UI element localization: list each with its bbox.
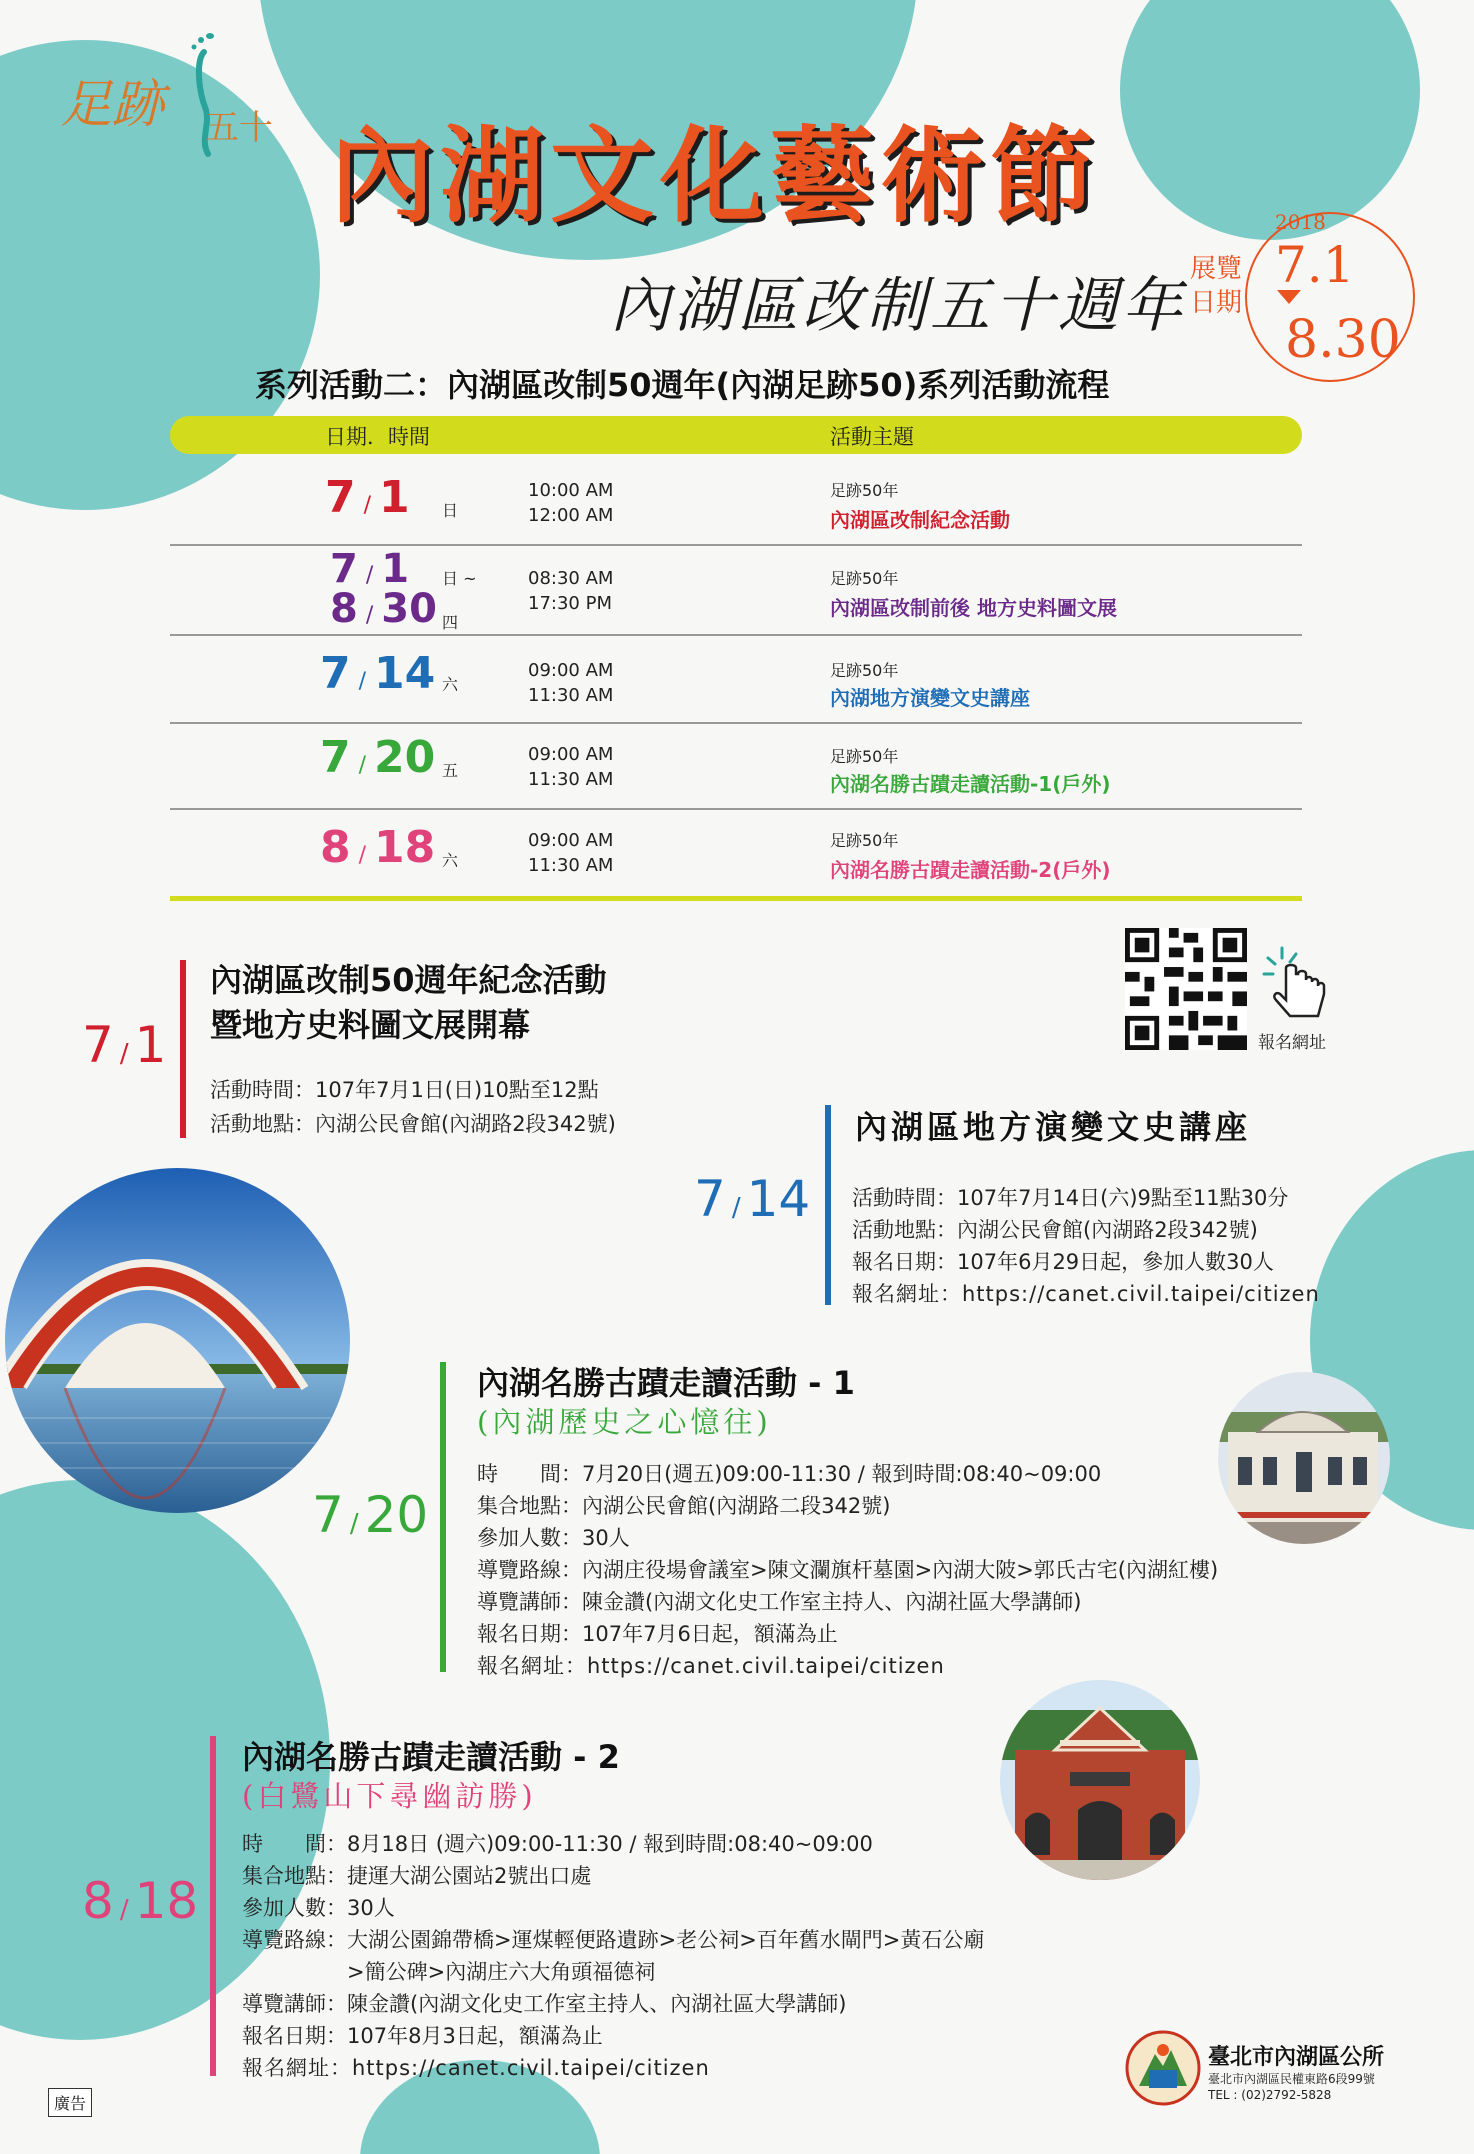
office-tel: TEL : (02)2792-5828 [1208,2088,1332,2102]
main-title: 內湖文化藝術節 [330,115,1101,237]
schedule-row [170,546,1302,634]
event2-reg-date: 報名日期：107年6月29日起，參加人數30人 [852,1250,1274,1274]
event1-place: 活動地點：內湖公民會館(內湖路2段342號) [210,1112,616,1136]
event1-title-2: 暨地方史料圖文展開幕 [210,1006,531,1044]
event4-url[interactable]: 報名網址：https://canet.civil.taipei/citizen [242,2056,710,2080]
row-weekday: 五 [442,761,459,780]
schedule-header [170,416,1302,454]
ad-label: 廣告 [48,2088,92,2117]
row-tag: 足跡50年 [830,831,899,850]
hand-click-icon [1262,944,1332,1022]
exhibit-label: 展覽 日期 [1190,254,1243,318]
row-date: 8 / 18 [320,822,436,873]
down-arrow-icon [1277,290,1301,304]
office-name: 臺北市內湖區公所 [1208,2044,1385,2070]
row-tag: 足跡50年 [830,661,899,680]
event4-place: 集合地點：捷運大湖公園站2號出口處 [242,1864,592,1888]
event2-time: 活動時間：107年7月14日(六)9點至11點30分 [852,1186,1289,1210]
row-topic: 內湖地方演變文史講座 [830,686,1030,710]
event3-date: 7 / 20 [312,1486,429,1544]
event4-route-cont: >簡公碑>內湖庄六大角頭福德祠 [347,1960,656,1984]
event2-bar [825,1105,831,1305]
temple-photo [1000,1680,1200,1880]
event4-subtitle: (白鷺山下尋幽訪勝) [242,1779,537,1813]
schedule-row [170,636,1302,722]
office-address: 臺北市內湖區民權東路6段99號 [1208,2072,1375,2086]
event3-title: 內湖名勝古蹟走讀活動 - 1 [477,1364,855,1402]
event3-reg-date: 報名日期：107年7月6日起，額滿為止 [477,1622,838,1646]
row-topic: 內湖名勝古蹟走讀活動-1(戶外) [830,772,1111,796]
row-weekday: 六 [442,675,459,694]
row-times: 09:00 AM 11:30 AM [528,660,614,706]
qr-label: 報名網址 [1258,1033,1326,1053]
row-tag: 足跡50年 [830,747,899,766]
schedule-bottom-bar [170,896,1302,901]
col-date: 日期．時間 [325,425,430,449]
date-start: 7.1 [1275,236,1355,294]
row-weekday-end: 四 [442,613,459,632]
row-topic: 內湖區改制紀念活動 [830,508,1010,532]
row-date: 7 / 1 [325,472,410,523]
event3-route: 導覽路線：內湖庄役場會議室>陳文瀾旗杆墓園>內湖大陂>郭氏古宅(內湖紅樓) [477,1558,1219,1582]
event4-reg-date: 報名日期：107年8月3日起，額滿為止 [242,2024,603,2048]
event4-bar [210,1736,216,2076]
event4-title: 內湖名勝古蹟走讀活動 - 2 [242,1738,620,1776]
schedule-row [170,464,1302,544]
brand-fifty: 五十 [205,108,273,148]
event3-url[interactable]: 報名網址：https://canet.civil.taipei/citizen [477,1654,945,1678]
hall-photo [1218,1372,1390,1544]
event3-time: 時 間：7月20日(週五)09:00-11:30 / 報到時間:08:40~09:00 [477,1462,1102,1486]
schedule-row [170,810,1302,894]
event4-date: 8 / 18 [82,1872,199,1930]
bridge-illustration [5,1168,350,1513]
sub-title: 內湖區改制五十週年 [610,271,1186,341]
event3-subtitle: (內湖歷史之心憶往) [477,1405,772,1439]
row-date: 7 / 1 [330,546,410,592]
event2-date: 7 / 14 [694,1170,811,1228]
series-title: 系列活動二：內湖區改制50週年(內湖足跡50)系列活動流程 [255,366,1110,404]
district-office-logo-icon [1125,2030,1201,2106]
row-weekday: 日 ~ [442,569,477,588]
row-times: 10:00 AM 12:00 AM [528,480,614,526]
brand-text: 足跡 [60,75,165,135]
event4-count: 參加人數：30人 [242,1896,395,1920]
hall-illustration [1218,1372,1390,1544]
row-topic: 內湖名勝古蹟走讀活動-2(戶外) [830,858,1111,882]
row-date: 7 / 20 [320,732,436,783]
event4-route: 導覽路線：大湖公園錦帶橋>運煤輕便路遺跡>老公祠>百年舊水閘門>黃石公廟 [242,1928,985,1952]
event3-count: 參加人數：30人 [477,1526,630,1550]
row-tag: 足跡50年 [830,481,899,500]
row-weekday: 六 [442,851,459,870]
date-end: 8.30 [1285,310,1401,370]
event3-place: 集合地點：內湖公民會館(內湖路二段342號) [477,1494,891,1518]
event2-place: 活動地點：內湖公民會館(內湖路2段342號) [852,1218,1258,1242]
row-date: 7 / 14 [320,648,436,699]
event2-url[interactable]: 報名網址：https://canet.civil.taipei/citizen [852,1282,1320,1306]
temple-illustration [1000,1680,1200,1880]
schedule-row [170,724,1302,808]
event3-lecturer: 導覽講師：陳金讚(內湖文化史工作室主持人、內湖社區大學講師) [477,1590,1082,1614]
row-weekday: 日 [442,501,459,520]
event1-date: 7 / 1 [82,1016,167,1074]
event2-title: 內湖區地方演變文史講座 [855,1108,1252,1146]
row-times: 08:30 AM 17:30 PM [528,568,614,614]
event1-time: 活動時間：107年7月1日(日)10點至12點 [210,1078,599,1102]
event1-bar [180,960,186,1138]
bg-circle [1120,0,1420,240]
qr-code-icon[interactable] [1125,928,1247,1050]
row-times: 09:00 AM 11:30 AM [528,744,614,790]
event4-time: 時 間：8月18日 (週六)09:00-11:30 / 報到時間:08:40~09:00 [242,1832,873,1856]
row-times: 09:00 AM 11:30 AM [528,830,614,876]
row-tag: 足跡50年 [830,569,899,588]
year: 2018 [1275,210,1326,234]
event4-lecturer: 導覽講師：陳金讚(內湖文化史工作室主持人、內湖社區大學講師) [242,1992,847,2016]
event3-bar [440,1362,446,1672]
row-topic: 內湖區改制前後 地方史料圖文展 [830,596,1117,620]
bridge-photo [5,1168,350,1513]
event1-title-1: 內湖區改制50週年紀念活動 [210,961,607,999]
row-date-end: 8 / 30 [330,586,437,632]
col-topic: 活動主題 [830,425,914,449]
